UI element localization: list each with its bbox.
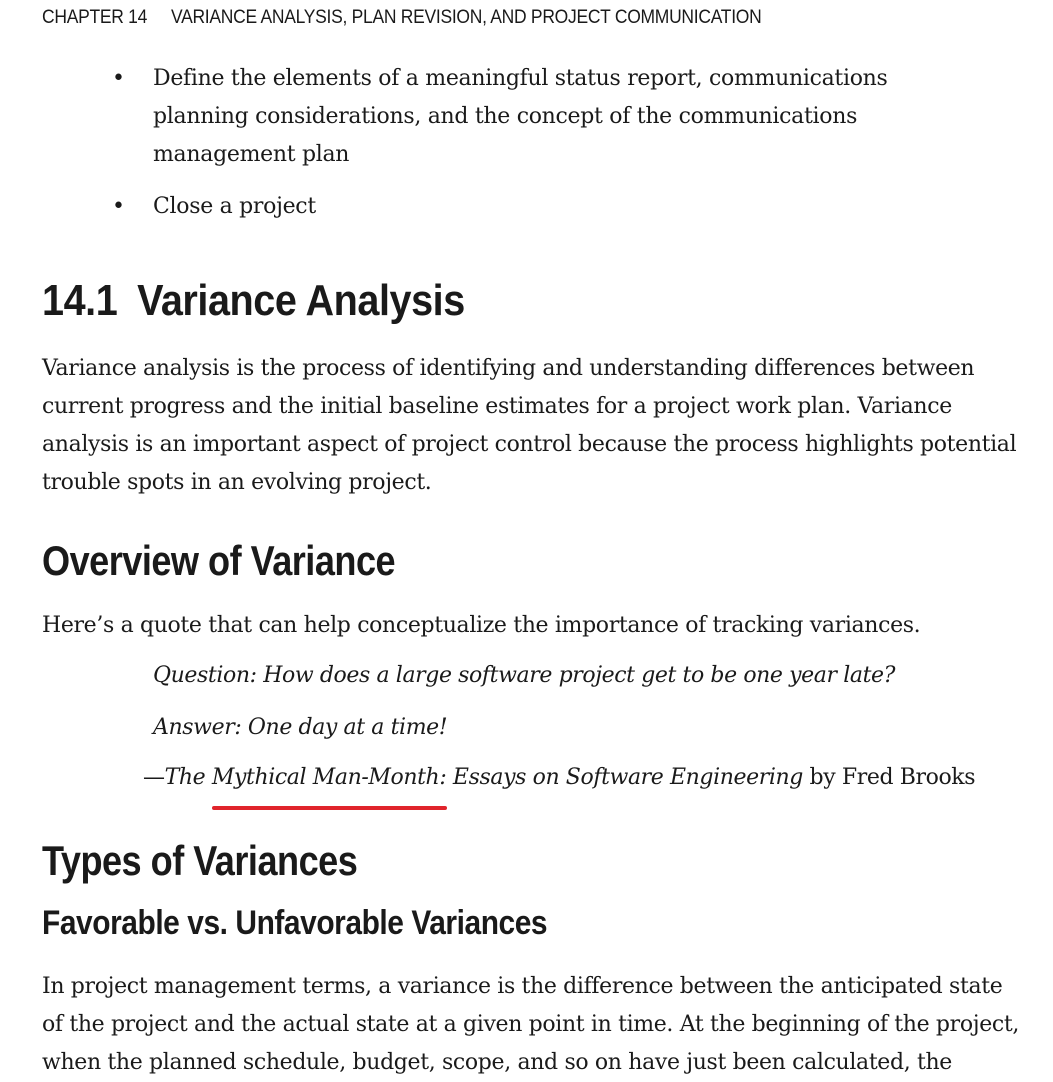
types-body-paragraph: In project management terms, a variance is the difference between the anticipated state of the project and the actual state at a given point in time. At the beginning of the project, when the planned schedule, budget, scope, and so on have just been calculated, the [42, 974, 1019, 1075]
quote-attribution [143, 765, 975, 790]
variance-subheading: Favorable vs. Unfavorable Variances [42, 904, 548, 942]
list-item [112, 188, 932, 226]
list-item [112, 60, 932, 174]
objective-text: Close a project [153, 194, 316, 219]
book-title: The Mythical Man-Month: Essays on Software Engineering [164, 765, 803, 790]
types-heading: Types of Variances [42, 837, 358, 884]
red-underline-mark [212, 806, 447, 810]
objectives-list [112, 60, 932, 240]
section-title: Variance Analysis [137, 276, 465, 325]
bullet-icon: • [112, 66, 125, 91]
objective-text: Define the elements of a meaningful status report, communications planning considerations, and the concept of the communications management plan [153, 66, 888, 167]
overview-lead-paragraph: Here’s a quote that can help conceptualize the importance of tracking variances. [42, 613, 921, 638]
section-heading [42, 276, 465, 326]
running-head [42, 7, 761, 29]
section-intro-paragraph: Variance analysis is the process of identifying and understanding differences between current progress and the initial baseline estimates for a project work plan. Variance analysis is an important aspect of project control because the process highlights potential trouble spots in an evolving project. [42, 356, 1017, 495]
section-number: 14.1 [42, 276, 118, 325]
overview-heading: Overview of Variance [42, 537, 396, 584]
chapter-number: CHAPTER 14 [42, 7, 148, 28]
book-author: by Fred Brooks [802, 765, 976, 790]
bullet-icon: • [112, 194, 125, 219]
quote-answer: Answer: One day at a time! [153, 715, 448, 740]
attribution-dash: — [143, 765, 165, 790]
quote-question: Question: How does a large software project get to be one year late? [153, 663, 896, 688]
chapter-title: VARIANCE ANALYSIS, PLAN REVISION, AND PROJECT COMMUNICATION [170, 7, 762, 28]
